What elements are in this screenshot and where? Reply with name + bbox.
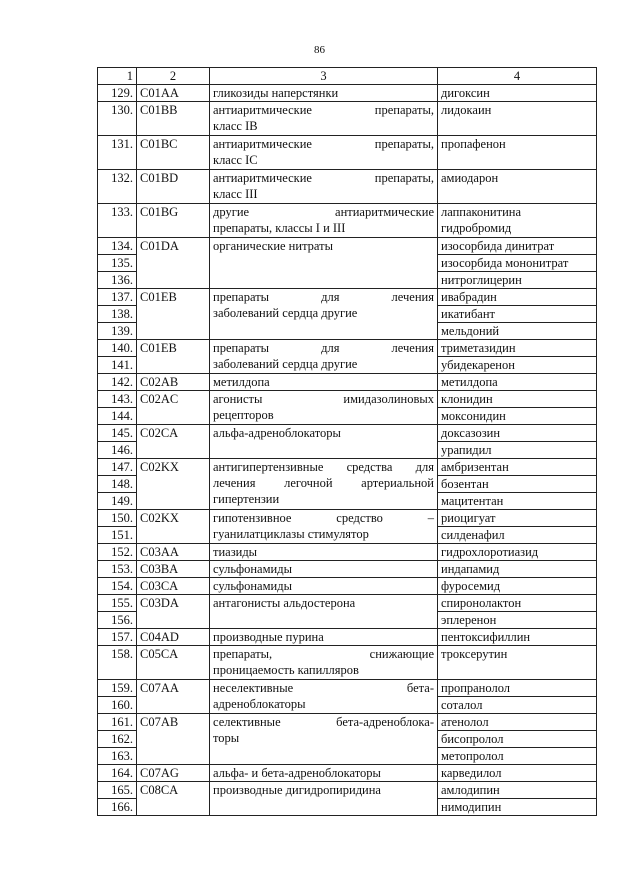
description-line: препараты для лечения bbox=[213, 290, 434, 304]
table-row bbox=[98, 391, 597, 408]
atc-code: C07AG bbox=[137, 765, 210, 782]
drug-name: изосорбида мононитрат bbox=[438, 255, 597, 272]
group-description bbox=[210, 680, 438, 714]
row-number: 133. bbox=[98, 204, 137, 238]
drug-name: лаппаконитина гидробромид bbox=[438, 204, 597, 238]
description-line: заболеваний сердца другие bbox=[213, 306, 358, 320]
atc-code: C07AB bbox=[137, 714, 210, 765]
description-line: сульфонамиды bbox=[213, 579, 292, 593]
row-number: 145. bbox=[98, 425, 137, 442]
group-description bbox=[210, 136, 438, 170]
atc-code: C01EB bbox=[137, 340, 210, 374]
table-row bbox=[98, 374, 597, 391]
row-number: 138. bbox=[98, 306, 137, 323]
drug-name: клонидин bbox=[438, 391, 597, 408]
atc-code: C01BG bbox=[137, 204, 210, 238]
description-line: неселективные бета- bbox=[213, 681, 434, 695]
table-row bbox=[98, 510, 597, 527]
description-line: рецепторов bbox=[213, 408, 274, 422]
row-number: 135. bbox=[98, 255, 137, 272]
table-row bbox=[98, 714, 597, 731]
atc-code: C02AB bbox=[137, 374, 210, 391]
drug-classification-table bbox=[97, 67, 597, 816]
drug-name: троксерутин bbox=[438, 646, 597, 680]
row-number: 129. bbox=[98, 85, 137, 102]
row-number: 131. bbox=[98, 136, 137, 170]
drug-name: бисопролол bbox=[438, 731, 597, 748]
drug-name: моксонидин bbox=[438, 408, 597, 425]
description-line: лечения легочной артериальной bbox=[213, 476, 434, 490]
row-number: 130. bbox=[98, 102, 137, 136]
drug-name: амлодипин bbox=[438, 782, 597, 799]
drug-name: пропафенон bbox=[438, 136, 597, 170]
group-description bbox=[210, 510, 438, 544]
drug-name: нитроглицерин bbox=[438, 272, 597, 289]
drug-name: атенолол bbox=[438, 714, 597, 731]
row-number: 165. bbox=[98, 782, 137, 799]
header-col-2: 2 bbox=[137, 68, 210, 85]
group-description bbox=[210, 391, 438, 425]
drug-name: амбризентан bbox=[438, 459, 597, 476]
group-description bbox=[210, 578, 438, 595]
drug-name: силденафил bbox=[438, 527, 597, 544]
drug-name: ивабрадин bbox=[438, 289, 597, 306]
header-col-1: 1 bbox=[98, 68, 137, 85]
group-description bbox=[210, 646, 438, 680]
table-row bbox=[98, 561, 597, 578]
drug-name: изосорбида динитрат bbox=[438, 238, 597, 255]
atc-code: C01BD bbox=[137, 170, 210, 204]
row-number: 144. bbox=[98, 408, 137, 425]
table-row bbox=[98, 425, 597, 442]
description-line: гликозиды наперстянки bbox=[213, 86, 339, 100]
row-number: 152. bbox=[98, 544, 137, 561]
description-line: органические нитраты bbox=[213, 239, 334, 253]
group-description bbox=[210, 102, 438, 136]
row-number: 159. bbox=[98, 680, 137, 697]
group-description bbox=[210, 374, 438, 391]
table-row bbox=[98, 459, 597, 476]
atc-code: C02KX bbox=[137, 510, 210, 544]
row-number: 140. bbox=[98, 340, 137, 357]
group-description bbox=[210, 782, 438, 816]
atc-code: C01BC bbox=[137, 136, 210, 170]
group-description bbox=[210, 544, 438, 561]
group-description bbox=[210, 340, 438, 374]
drug-name: урапидил bbox=[438, 442, 597, 459]
row-number: 166. bbox=[98, 799, 137, 816]
group-description bbox=[210, 238, 438, 289]
row-number: 158. bbox=[98, 646, 137, 680]
description-line: класс III bbox=[213, 187, 258, 201]
table-row bbox=[98, 136, 597, 170]
table-row bbox=[98, 340, 597, 357]
description-line: тиазиды bbox=[213, 545, 258, 559]
table-row bbox=[98, 765, 597, 782]
description-line: гипотензивное средство – bbox=[213, 511, 434, 525]
group-description bbox=[210, 459, 438, 510]
drug-name: метопролол bbox=[438, 748, 597, 765]
drug-name: соталол bbox=[438, 697, 597, 714]
drug-name: нимодипин bbox=[438, 799, 597, 816]
atc-code: C08CA bbox=[137, 782, 210, 816]
row-number: 154. bbox=[98, 578, 137, 595]
group-description bbox=[210, 714, 438, 765]
description-line: другие антиаритмические bbox=[213, 205, 434, 219]
drug-name: доксазозин bbox=[438, 425, 597, 442]
table-row bbox=[98, 578, 597, 595]
drug-name: мельдоний bbox=[438, 323, 597, 340]
table-row bbox=[98, 170, 597, 204]
table-row bbox=[98, 289, 597, 306]
row-number: 148. bbox=[98, 476, 137, 493]
group-description bbox=[210, 170, 438, 204]
atc-code: C02CA bbox=[137, 425, 210, 459]
table-row bbox=[98, 238, 597, 255]
row-number: 143. bbox=[98, 391, 137, 408]
table-row bbox=[98, 85, 597, 102]
atc-code: C02AC bbox=[137, 391, 210, 425]
description-line: антиаритмические препараты, bbox=[213, 171, 434, 185]
description-line: препараты для лечения bbox=[213, 341, 434, 355]
description-line: класс IB bbox=[213, 119, 258, 133]
description-line: антиаритмические препараты, bbox=[213, 103, 434, 117]
atc-code: C01EB bbox=[137, 289, 210, 340]
drug-name: амиодарон bbox=[438, 170, 597, 204]
row-number: 141. bbox=[98, 357, 137, 374]
description-line: антигипертензивные средства для bbox=[213, 460, 434, 474]
row-number: 164. bbox=[98, 765, 137, 782]
description-line: агонисты имидазолиновых bbox=[213, 392, 434, 406]
table-row bbox=[98, 680, 597, 697]
drug-name: убидекаренон bbox=[438, 357, 597, 374]
drug-name: триметазидин bbox=[438, 340, 597, 357]
description-line: адреноблокаторы bbox=[213, 697, 306, 711]
table-row bbox=[98, 102, 597, 136]
row-number: 137. bbox=[98, 289, 137, 306]
header-col-4: 4 bbox=[438, 68, 597, 85]
row-number: 153. bbox=[98, 561, 137, 578]
description-line: производные дигидропиридина bbox=[213, 783, 381, 797]
drug-name: мацитентан bbox=[438, 493, 597, 510]
drug-name: пентоксифиллин bbox=[438, 629, 597, 646]
row-number: 163. bbox=[98, 748, 137, 765]
table-row bbox=[98, 595, 597, 612]
row-number: 136. bbox=[98, 272, 137, 289]
row-number: 162. bbox=[98, 731, 137, 748]
row-number: 155. bbox=[98, 595, 137, 612]
drug-name: метилдопа bbox=[438, 374, 597, 391]
group-description bbox=[210, 85, 438, 102]
atc-code: C01BB bbox=[137, 102, 210, 136]
atc-code: C04AD bbox=[137, 629, 210, 646]
group-description bbox=[210, 289, 438, 340]
atc-code: C02KX bbox=[137, 459, 210, 510]
row-number: 134. bbox=[98, 238, 137, 255]
row-number: 142. bbox=[98, 374, 137, 391]
row-number: 139. bbox=[98, 323, 137, 340]
row-number: 156. bbox=[98, 612, 137, 629]
row-number: 160. bbox=[98, 697, 137, 714]
description-line: альфа- и бета-адреноблокаторы bbox=[213, 766, 381, 780]
row-number: 146. bbox=[98, 442, 137, 459]
table-row bbox=[98, 782, 597, 799]
description-line: производные пурина bbox=[213, 630, 324, 644]
drug-name: гидрохлоротиазид bbox=[438, 544, 597, 561]
group-description bbox=[210, 425, 438, 459]
row-number: 132. bbox=[98, 170, 137, 204]
drug-name: пропранолол bbox=[438, 680, 597, 697]
description-line: препараты, снижающие bbox=[213, 647, 434, 661]
group-description bbox=[210, 765, 438, 782]
description-line: проницаемость капилляров bbox=[213, 663, 359, 677]
description-line: метилдопа bbox=[213, 375, 270, 389]
header-col-3: 3 bbox=[210, 68, 438, 85]
description-line: гуанилатциклазы стимулятор bbox=[213, 527, 369, 541]
table-row bbox=[98, 204, 597, 238]
description-line: препараты, классы I и III bbox=[213, 221, 346, 235]
description-line: антиаритмические препараты, bbox=[213, 137, 434, 151]
drug-name: бозентан bbox=[438, 476, 597, 493]
drug-name: лидокаин bbox=[438, 102, 597, 136]
table-row bbox=[98, 544, 597, 561]
header-row bbox=[98, 68, 597, 85]
description-line: антагонисты альдостерона bbox=[213, 596, 356, 610]
row-number: 147. bbox=[98, 459, 137, 476]
drug-name: икатибант bbox=[438, 306, 597, 323]
atc-code: C01DA bbox=[137, 238, 210, 289]
row-number: 151. bbox=[98, 527, 137, 544]
group-description bbox=[210, 629, 438, 646]
description-line: заболеваний сердца другие bbox=[213, 357, 358, 371]
drug-name: дигоксин bbox=[438, 85, 597, 102]
row-number: 161. bbox=[98, 714, 137, 731]
drug-name: риоцигуат bbox=[438, 510, 597, 527]
description-line: класс IC bbox=[213, 153, 258, 167]
atc-code: C03CA bbox=[137, 578, 210, 595]
atc-code: C07AA bbox=[137, 680, 210, 714]
description-line: гипертензии bbox=[213, 492, 280, 506]
group-description bbox=[210, 561, 438, 578]
drug-name: индапамид bbox=[438, 561, 597, 578]
table-row bbox=[98, 629, 597, 646]
atc-code: C05CA bbox=[137, 646, 210, 680]
group-description bbox=[210, 595, 438, 629]
atc-code: C03BA bbox=[137, 561, 210, 578]
row-number: 149. bbox=[98, 493, 137, 510]
atc-code: C01AA bbox=[137, 85, 210, 102]
description-line: альфа-адреноблокаторы bbox=[213, 426, 341, 440]
row-number: 157. bbox=[98, 629, 137, 646]
description-line: торы bbox=[213, 731, 240, 745]
table-row bbox=[98, 646, 597, 680]
table-body bbox=[98, 68, 597, 816]
row-number: 150. bbox=[98, 510, 137, 527]
group-description bbox=[210, 204, 438, 238]
drug-name: карведилол bbox=[438, 765, 597, 782]
atc-code: C03AA bbox=[137, 544, 210, 561]
description-line: селективные бета-адреноблока- bbox=[213, 715, 434, 729]
page-number: 86 bbox=[314, 44, 325, 56]
drug-name: фуросемид bbox=[438, 578, 597, 595]
drug-name: спиронолактон bbox=[438, 595, 597, 612]
description-line: сульфонамиды bbox=[213, 562, 292, 576]
atc-code: C03DA bbox=[137, 595, 210, 629]
drug-name: эплеренон bbox=[438, 612, 597, 629]
